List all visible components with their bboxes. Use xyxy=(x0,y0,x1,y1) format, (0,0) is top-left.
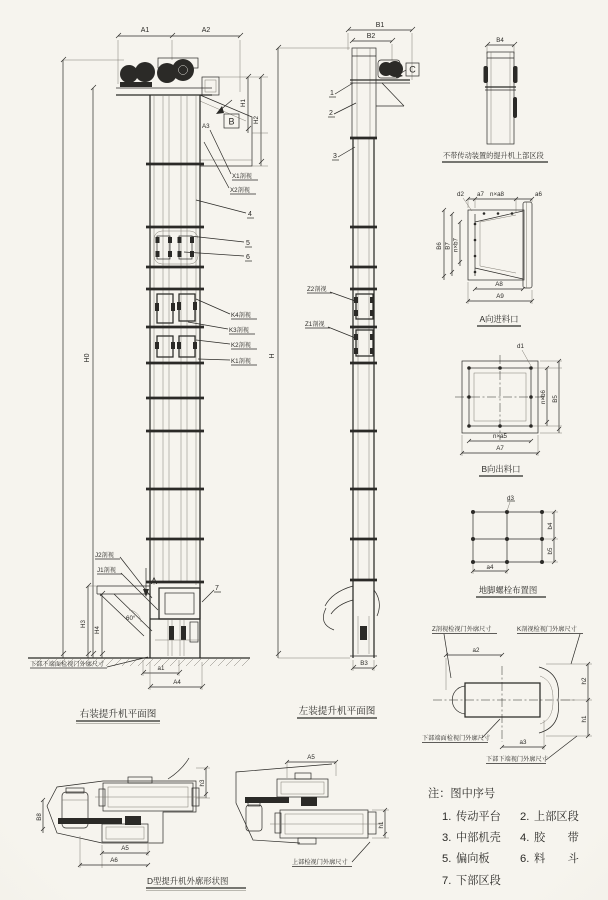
note-item-label: 传动平台 xyxy=(456,811,501,823)
dim-B4: B4 xyxy=(496,37,504,44)
dim-B5: B5 xyxy=(552,395,559,403)
dim-a2: a2 xyxy=(472,647,480,654)
dim-H3: H3 xyxy=(80,620,87,628)
anchor-bolt-plan xyxy=(471,495,558,597)
left-view-caption: 右装提升机平面图 xyxy=(79,709,157,720)
dim-a1: a1 xyxy=(157,665,165,672)
dim-A3: A3 xyxy=(202,123,210,130)
outlet-caption: B向出料口 xyxy=(481,464,521,474)
dim-B6: B6 xyxy=(436,242,443,250)
dim-a4: a4 xyxy=(486,564,494,571)
dim-a7: a7 xyxy=(477,191,484,198)
note-item-label: 下部区段 xyxy=(456,875,501,887)
dim-B8: B8 xyxy=(36,813,43,821)
section-k1: K1剖视 xyxy=(231,358,251,365)
leader-6: 6 xyxy=(246,254,250,261)
upper-section-caption: 不带传动装置的提升机上部区段 xyxy=(443,151,544,160)
view-label-b: B xyxy=(228,116,235,127)
dim-A1: A1 xyxy=(140,27,150,34)
dim-B3: B3 xyxy=(360,660,368,667)
section-x1: X1剖视 xyxy=(232,173,252,180)
note-item-label: 胶 带 xyxy=(534,832,579,844)
dim-a6: a6 xyxy=(535,191,542,198)
section-k2: K2剖视 xyxy=(231,342,251,349)
boot-section xyxy=(95,551,221,656)
dim-d3: d3 xyxy=(507,495,514,502)
leader-5: 5 xyxy=(246,240,250,247)
view-label-a: A xyxy=(151,576,158,586)
note-item-no: 2. xyxy=(520,811,530,823)
middle-head-section xyxy=(350,48,419,138)
dim-A5-2: A5 xyxy=(307,754,315,761)
dim-A7: A7 xyxy=(496,445,504,452)
dim-A4: A4 xyxy=(173,679,181,686)
dim-H2: H2 xyxy=(253,116,260,124)
section-j1: J1剖视 xyxy=(97,567,116,574)
note-item-label: 偏向板 xyxy=(456,853,490,865)
note-item-label: 上部区段 xyxy=(534,811,579,823)
note-item-label: 中部机壳 xyxy=(456,832,501,844)
dim-d2: d2 xyxy=(457,191,464,198)
k-door-label: K剖视检视门外廓尺寸 xyxy=(517,626,577,633)
upper-door-label: 上部检视门外廓尺寸 xyxy=(292,859,348,866)
dim-angle-60: 60° xyxy=(126,615,136,622)
notes-block xyxy=(428,786,579,887)
dim-A2: A2 xyxy=(201,27,211,34)
section-k3: K3剖视 xyxy=(229,327,249,334)
dim-A5: A5 xyxy=(121,845,129,852)
note-item-no: 4. xyxy=(520,832,530,844)
left-lower-door-label: 下部下端面检视门外廓尺寸 xyxy=(30,661,105,668)
leader-4: 4 xyxy=(248,211,252,218)
dim-b5: b5 xyxy=(547,547,554,555)
dim-H0: H0 xyxy=(84,353,91,363)
note-item-no: 3. xyxy=(442,832,452,844)
note-item-no: 7. xyxy=(442,875,452,887)
lower-bottom-door-label: 下部下端视门外廓尺寸 xyxy=(486,756,548,763)
lower-end-door-label: 下部端面检视门外廓尺寸 xyxy=(422,735,491,742)
dim-n-a5: n×a5 xyxy=(493,433,507,440)
dim-B7: B7 xyxy=(444,242,452,250)
inlet-detail xyxy=(436,191,542,326)
upper-section-detail xyxy=(442,37,548,162)
dim-n-a8: n×a8 xyxy=(490,191,504,198)
section-k4: K4剖视 xyxy=(231,312,251,319)
middle-view-caption: 左装提升机平面图 xyxy=(298,706,376,717)
dim-h1-2: h1 xyxy=(378,821,385,829)
casing-flanges xyxy=(146,164,204,582)
section-z1: Z1剖视 xyxy=(305,321,325,328)
inlet-caption: A向进料口 xyxy=(479,314,519,324)
note-item-no: 6. xyxy=(520,853,530,865)
dim-b4: b4 xyxy=(547,522,554,530)
middle-casing xyxy=(350,138,377,658)
dim-n-b6: n×b6 xyxy=(540,390,547,404)
dim-h1: h1 xyxy=(581,715,588,723)
section-x2: X2剖视 xyxy=(230,187,250,194)
note-item-no: 1. xyxy=(442,811,452,823)
leader-1: 1 xyxy=(330,90,334,97)
z-inspection-doors xyxy=(305,285,374,356)
section-j2: J2剖视 xyxy=(95,552,114,559)
note-item-no: 5. xyxy=(442,853,452,865)
outline-shape-view-2 xyxy=(146,754,389,891)
dim-H: H xyxy=(269,353,276,359)
outlet-detail xyxy=(455,343,562,476)
z-door-label: Z剖视检视门外廓尺寸 xyxy=(432,626,492,633)
leader-2: 2 xyxy=(329,110,333,117)
view-label-c: C xyxy=(409,64,416,75)
dim-A8: A8 xyxy=(495,281,503,288)
anchor-plan-caption: 地脚螺栓布置图 xyxy=(478,585,538,595)
dim-h3: h3 xyxy=(199,779,206,787)
dim-B2: B2 xyxy=(366,33,376,40)
leader-3: 3 xyxy=(333,153,337,160)
dim-A6: A6 xyxy=(110,857,118,864)
dim-A9: A9 xyxy=(496,293,504,300)
dim-d1: d1 xyxy=(517,343,524,350)
elevator-casing xyxy=(146,95,204,658)
dim-B1: B1 xyxy=(375,22,385,29)
middle-boot xyxy=(323,586,379,654)
side-view-left-mounted xyxy=(269,22,419,718)
discharge-hood xyxy=(200,77,252,166)
dim-H4: H4 xyxy=(94,626,101,634)
outline-shape-caption: D型提升机外廓形状图 xyxy=(147,876,229,886)
front-view-right-mounted xyxy=(28,27,268,724)
notes-heading: 注：图中序号 xyxy=(428,788,496,800)
x-section-labels xyxy=(204,130,258,194)
dim-h2: h2 xyxy=(581,677,588,685)
dim-H1: H1 xyxy=(240,99,247,107)
drive-platform xyxy=(116,58,212,95)
k-inspection-doors xyxy=(155,294,257,365)
door-outline-detail xyxy=(422,625,592,764)
section-z2: Z2剖视 xyxy=(307,286,327,293)
note-item-label: 料 斗 xyxy=(534,853,579,865)
dim-a3: a3 xyxy=(519,739,527,746)
dim-n-b7: n×b7 xyxy=(452,238,460,252)
outline-shape-view-1 xyxy=(36,758,210,868)
leader-7: 7 xyxy=(215,585,219,592)
